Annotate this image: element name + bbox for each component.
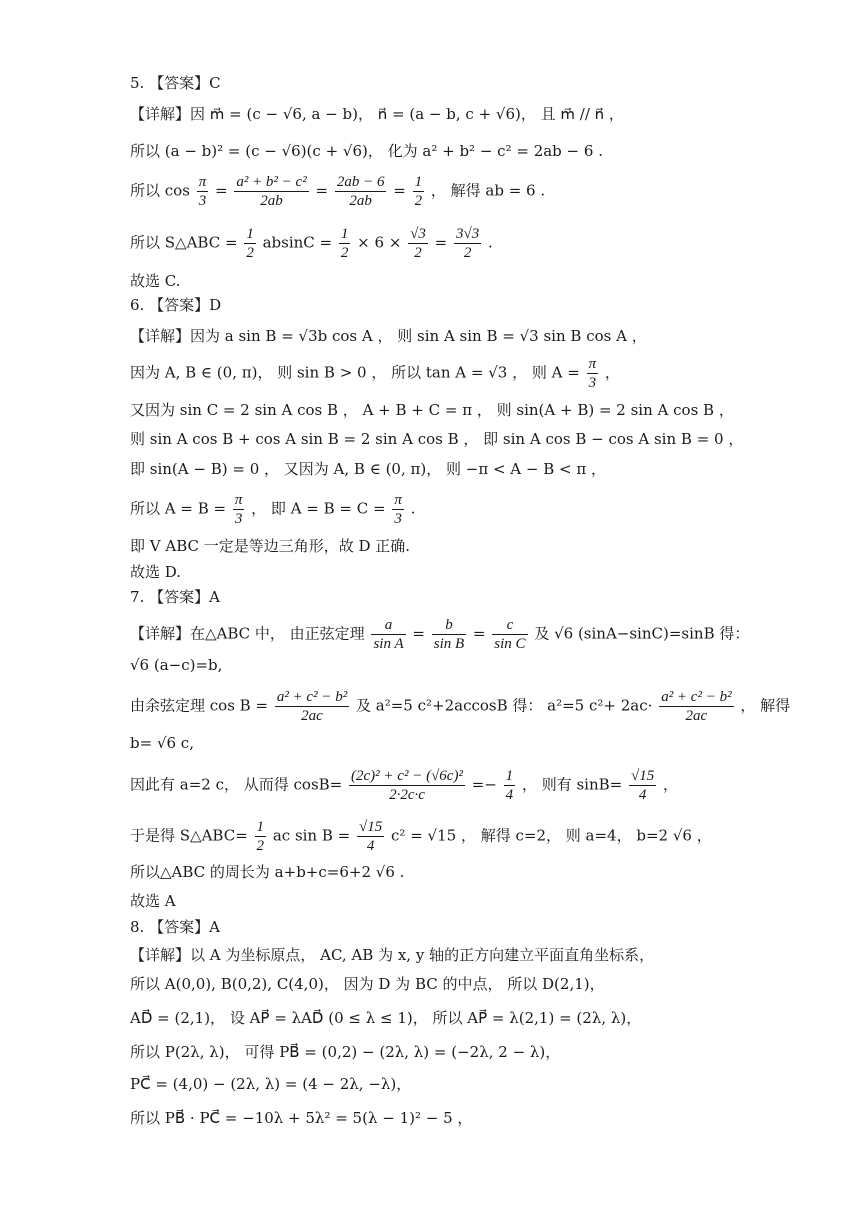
q5-line-1: 【详解】因 m⃗ = (c − √6, a − b)， n⃗ = (a − b, c + √6)， 且 m⃗ // n⃗ ， <box>130 105 624 123</box>
q7-frac-half: $\frac{1}{2}$ <box>256 819 265 854</box>
q7-answer: 7. 【答案】A <box>130 588 220 606</box>
q7-line-7: 所以△ABC 的周长为 a+b+c=6+2 √6 . <box>130 863 405 881</box>
q7-line-6-mid: ac sin B = <box>272 826 351 845</box>
q5-frac-substituted: $\frac{2ab - 6}{2ab}$ <box>336 174 385 209</box>
q8-line-6: 所以 PB⃗ · PC⃗ = −10λ + 5λ² = 5(λ − 1)² − 5 ， <box>130 1109 473 1127</box>
q5-frac-half-b: $\frac{1}{2}$ <box>340 226 349 261</box>
q6-line-6: 所以 A = B = $\frac{\pi}{3}$ ， 即 A = B = C = $\frac{\pi}{3}$ . <box>130 492 416 527</box>
q5-answer: 5. 【答案】C <box>130 74 221 92</box>
q5-line-3: 所以 cos $\frac{\pi}{3}$ = $\frac{\text{a² + b² − c²}}{2ab}$ = $\frac{2ab - 6}{2ab}$ = $\frac{1}{2}$ ， 解得 ab = 6 . <box>130 174 546 209</box>
q7-line-6-pre: 于是得 S△ABC= <box>130 826 248 845</box>
q7-frac-quarter: $\frac{1}{4}$ <box>505 768 514 803</box>
q7-frac-cosB: $\frac{\text{a² + c² − b²}}{2ac}$ <box>276 689 348 724</box>
q6-line-5: 即 sin(A − B) = 0 ， 又因为 A, B ∈ (0, π)， 则 −π < A − B < π ， <box>130 460 606 478</box>
q7-frac-cosB-sub: $\frac{\text{a² + c² − b²}}{2ac}$ <box>661 689 732 724</box>
q6-frac-pi-3: $\frac{\pi}{3}$ <box>588 356 597 391</box>
q7-line-3-post: ， 解得 <box>740 696 791 715</box>
q7-line-6 <box>130 818 800 855</box>
q5-frac-cosine-law: $\frac{\text{a² + b² − c²}}{2ab}$ <box>236 174 307 209</box>
q7-frac-sinB: $\frac{√15}{4}$ <box>631 768 655 803</box>
q7-frac-a-sinA: $\frac{a}{\text{sin A}}$ <box>373 617 404 652</box>
q8-answer: 8. 【答案】A <box>130 918 220 936</box>
q6-frac-pi-3-b: $\frac{\pi}{3}$ <box>394 492 402 527</box>
q6-choice: 故选 D. <box>130 563 182 581</box>
q8-line-5: PC⃗ = (4,0) − (2λ, λ) = (4 − 2λ, −λ)， <box>130 1075 412 1093</box>
q7-line-5: 因此有 a=2 c， 从而得 cosB= $\frac{\text{(2c)² + c² − (√6c)²}}{2\cdot 2c\cdot c}$ =− $\frac{1}{4}$ ， 则有 sinB= $\frac{√15}{4}$ ， <box>130 768 679 803</box>
q6-line-6-mid: ， 即 A = B = C = <box>251 499 386 518</box>
q6-answer: 6. 【答案】D <box>130 296 222 314</box>
q5-frac-pi-3: $\frac{\pi}{3}$ <box>198 174 207 209</box>
q5-line-4: 所以 S△ABC = $\frac{1}{2}$ absinC = $\frac{1}{2}$ × 6 × $\frac{√3}{2}$ = $\frac{3√3}{2}$ . <box>130 226 493 261</box>
q5-line-2: 所以 (a − b)² = (c − √6)(c + √6)， 化为 a² + b² − c² = 2ab − 6 . <box>130 142 603 160</box>
q8-line-2: 所以 A(0,0), B(0,2), C(4,0)， 因为 D 为 BC 的中点， 所以 D(2,1)， <box>130 975 605 993</box>
q7-line-4: b= √6 c, <box>130 734 194 752</box>
q5-line-4-pre: 所以 S△ABC = <box>130 233 238 252</box>
q7-line-1-post: 及 √6 (sinA−sinC)=sinB 得： <box>534 624 750 643</box>
q5-line-4-mid2: × 6 × <box>357 233 402 252</box>
q5-frac-sqrt3-2: $\frac{√3}{2}$ <box>410 226 426 261</box>
q5-frac-half-a: $\frac{1}{2}$ <box>246 226 254 261</box>
q7-line-6-post: c² = √15 ， 解得 c=2， 则 a=4， b=2 √6 ， <box>391 826 712 845</box>
q5-frac-half: $\frac{1}{2}$ <box>414 174 423 209</box>
q7-frac-cosB-value: $\frac{\text{(2c)² + c² − (√6c)²}}{2\cdot 2c\cdot c}$ <box>351 768 463 803</box>
q6-line-1: 【详解】因为 a sin B = √3b cos A ， 则 sin A sin B = √3 sin B cos A ， <box>130 327 647 345</box>
q6-frac-pi-3-a: $\frac{\pi}{3}$ <box>234 492 243 527</box>
q6-line-2: 因为 A, B ∈ (0, π)， 则 sin B > 0 ， 所以 tan A = √3 ， 则 A = $\frac{\pi}{3}$ ， <box>130 356 620 391</box>
q5-line-4-mid: absinC = <box>262 233 333 252</box>
q8-line-3: AD⃗ = (2,1)， 设 AP⃗ = λAD⃗ (0 ≤ λ ≤ 1)， 所以 AP⃗ = λ(2,1) = (2λ, λ)， <box>130 1009 642 1027</box>
q8-line-4: 所以 P(2λ, λ)， 可得 PB⃗ = (0,2) − (2λ, λ) = (−2λ, 2 − λ)， <box>130 1043 561 1061</box>
q7-line-1-pre: 【详解】在△ABC 中， 由正弦定理 <box>130 624 365 643</box>
q6-line-2-pre: 因为 A, B ∈ (0, π)， 则 sin B > 0 ， 所以 tan A = √3 ， 则 A = <box>130 363 580 382</box>
q6-line-4: 则 sin A cos B + cos A sin B = 2 sin A cos B ， 即 sin A cos B − cos A sin B = 0 ， <box>130 430 744 448</box>
q7-frac-c-sinC: $\frac{c}{\text{sin C}}$ <box>494 617 526 652</box>
q7-line-3-pre: 由余弦定理 cos B = <box>130 696 269 715</box>
q7-line-5-mid: =− <box>471 775 497 794</box>
q5-choice: 故选 C. <box>130 272 181 290</box>
q7-frac-sqrt15-4: $\frac{√15}{4}$ <box>359 819 383 854</box>
q7-line-2: √6 (a−c)=b, <box>130 656 223 674</box>
q7-line-5-mid2: ， 则有 sinB= <box>521 775 623 794</box>
q7-frac-b-sinB: $\frac{b}{\text{sin B}}$ <box>433 617 465 652</box>
q7-line-1: 【详解】在△ABC 中， 由正弦定理 $\frac{a}{\text{sin A}}$ = $\frac{b}{\text{sin B}}$ = $\frac{c}{\text{sin C}}$ 及 √6 (sinA−sinC)=sinB 得： <box>130 617 750 652</box>
q7-line-3 <box>130 688 800 725</box>
q5-line-3-pre: 所以 cos <box>130 181 190 200</box>
q7-choice: 故选 A <box>130 892 176 910</box>
q7-line-5-pre: 因此有 a=2 c， 从而得 cosB= <box>130 775 343 794</box>
q5-line-3-post: ， 解得 ab = 6 . <box>430 181 546 200</box>
q7-line-3-mid: 及 a²=5 c²+2accosB 得： a²=5 c²+ 2ac· <box>356 696 653 715</box>
q6-line-7: 即 V ABC 一定是等边三角形，故 D 正确. <box>130 537 411 555</box>
q8-line-1: 【详解】以 A 为坐标原点， AC, AB 为 x, y 轴的正方向建立平面直角坐标系， <box>130 946 655 964</box>
q6-line-6-pre: 所以 A = B = <box>130 499 227 518</box>
q6-line-3: 又因为 sin C = 2 sin A cos B ， A + B + C = π ， 则 sin(A + B) = 2 sin A cos B ， <box>130 401 734 419</box>
q5-frac-3sqrt3-2: $\frac{3√3}{2}$ <box>456 226 480 261</box>
